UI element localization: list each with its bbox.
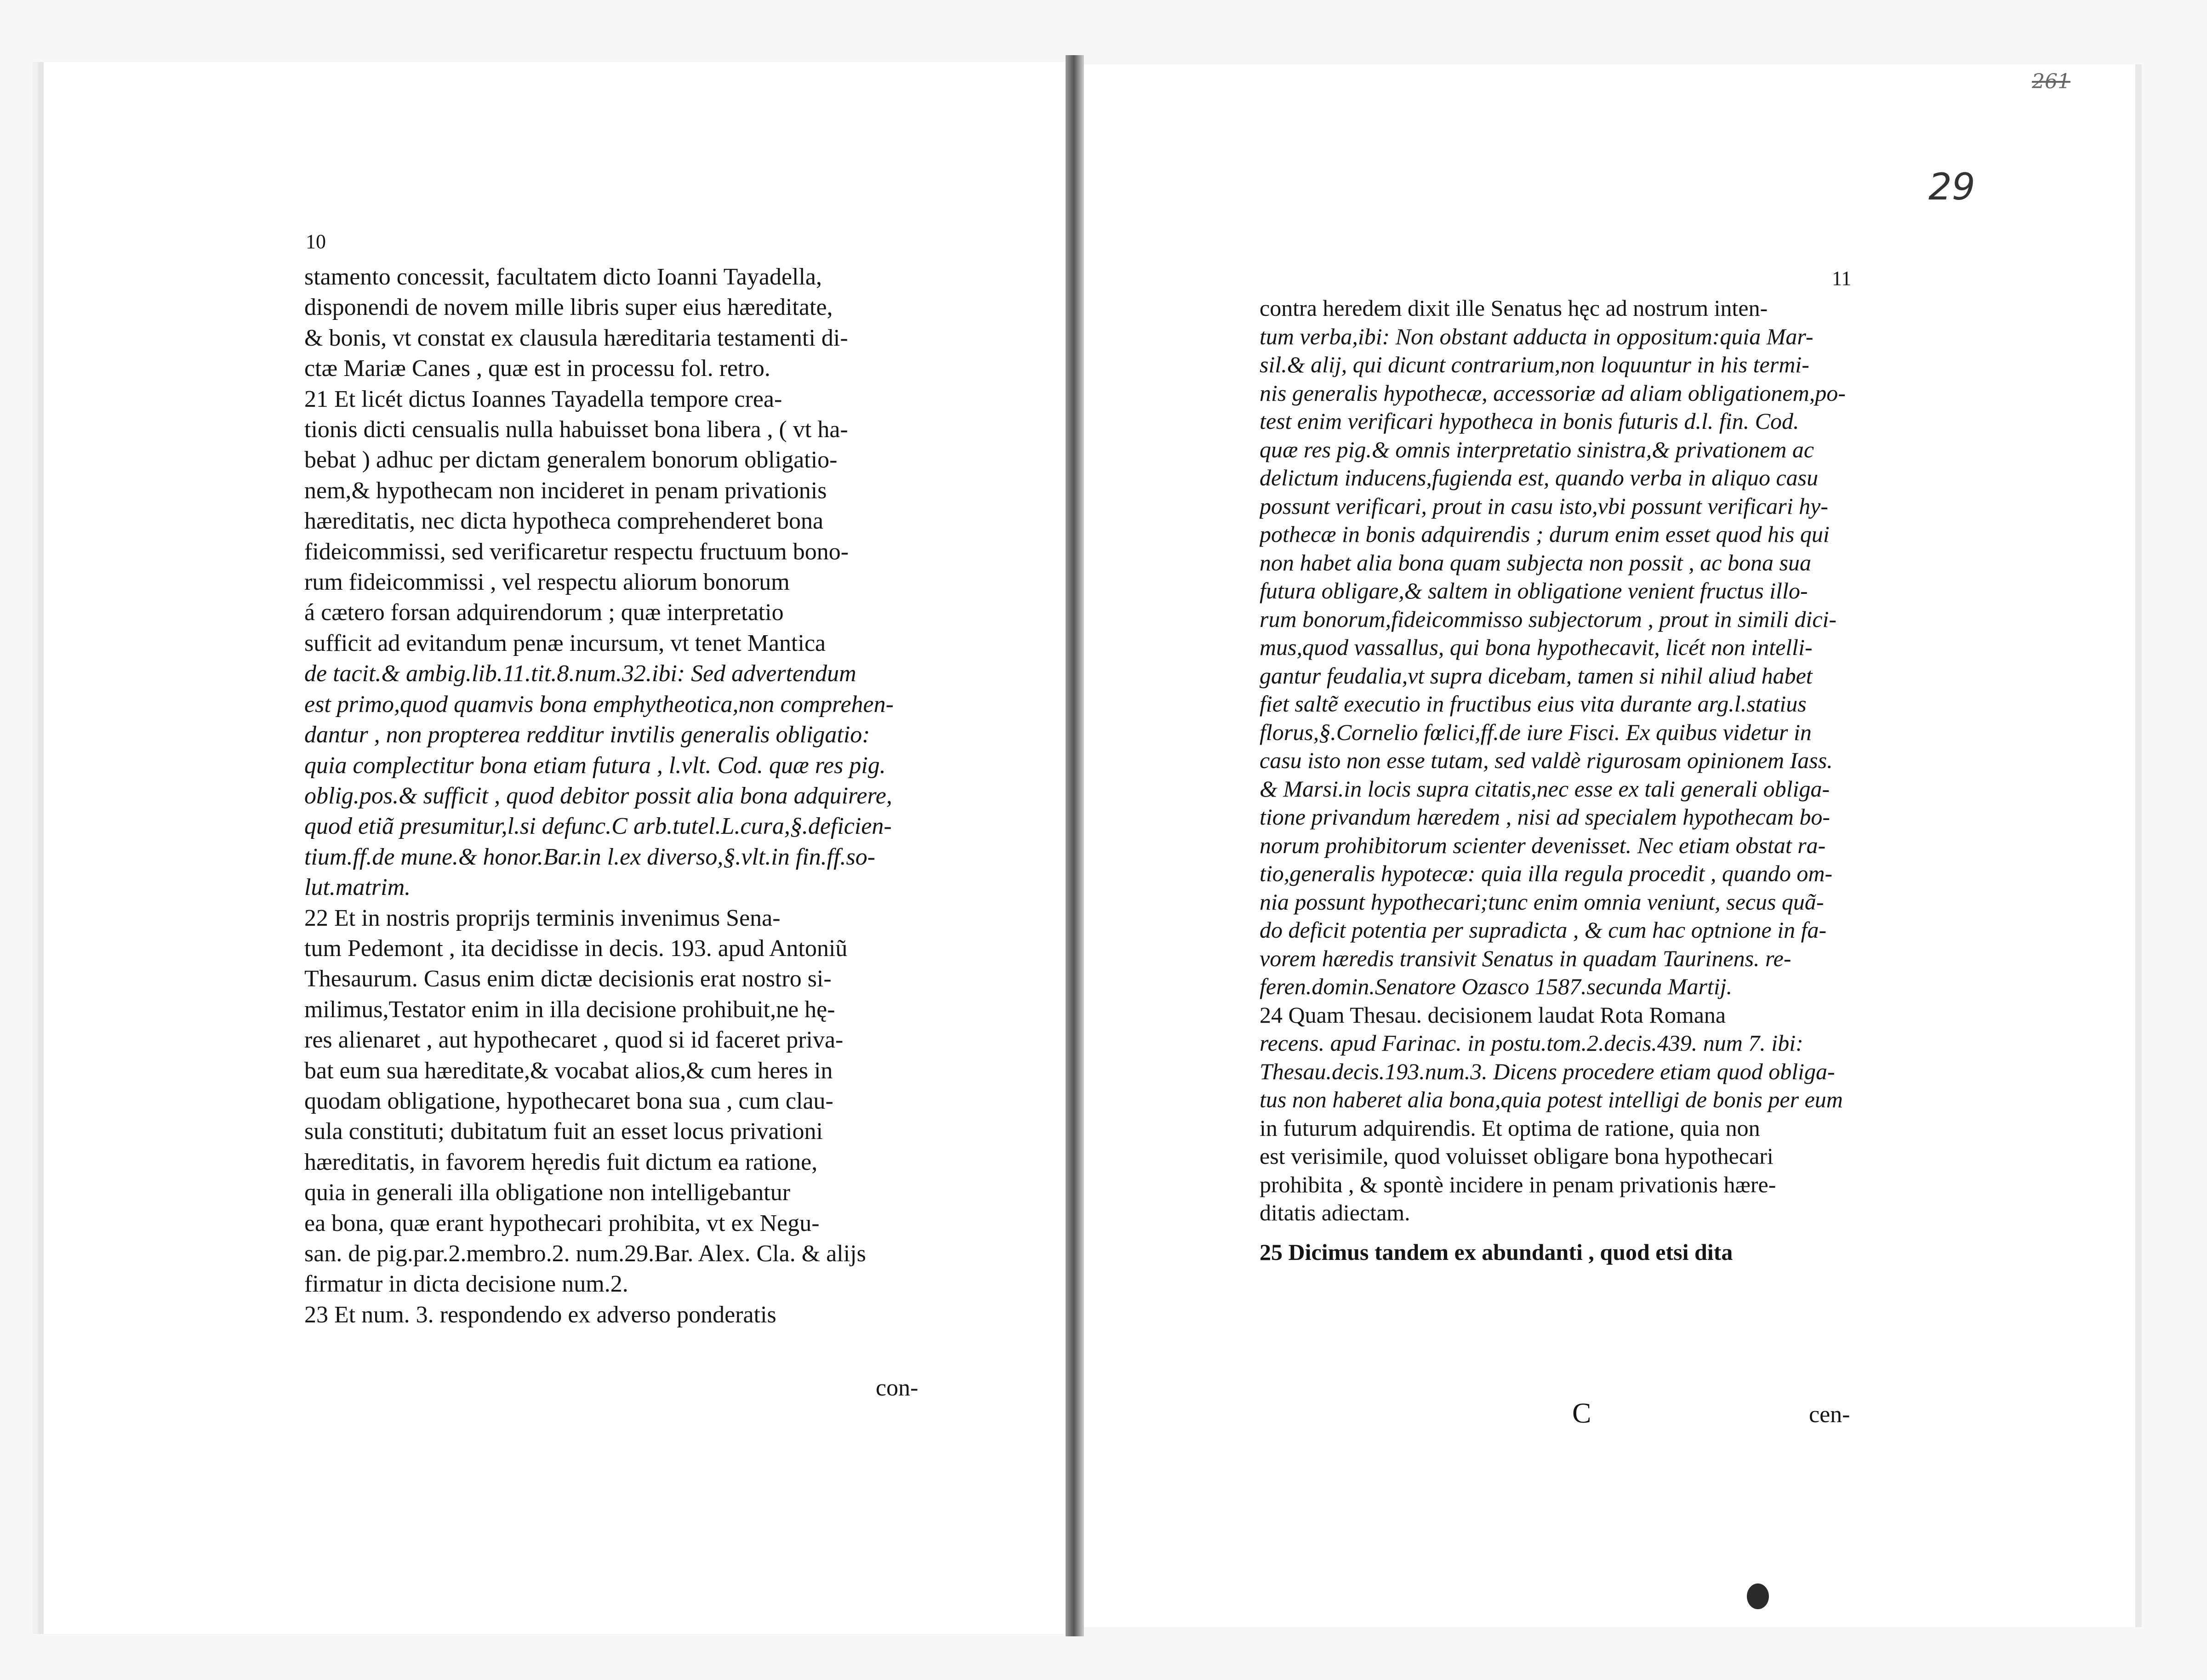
text-line: tionis dicti censualis nulla habuisset bona libera , ( vt ha- bbox=[304, 416, 848, 443]
left-catchword: con- bbox=[876, 1375, 918, 1401]
text-line: recens. apud Farinac. in postu.tom.2.decis.439. num 7. ibi: bbox=[1260, 1030, 1803, 1056]
text-line: sil.& alij, qui dicunt contrarium,non loquuntur in his termi- bbox=[1260, 352, 1809, 377]
text-line: ea bona, quæ erant hypothecari prohibita, vt ex Negu- bbox=[304, 1210, 820, 1236]
right-text-block bbox=[1260, 294, 1871, 1266]
text-line: mus,quod vassallus, qui bona hypothecavit, licét non intelli- bbox=[1260, 634, 1813, 660]
text-line: tio,generalis hypotecæ: quia illa regula procedit , quando om- bbox=[1260, 860, 1833, 886]
text-line: feren.domin.Senatore Ozasco 1587.secunda Martij. bbox=[1260, 974, 1733, 999]
text-line: 21 Et licét dictus Ioannes Tayadella tempore crea- bbox=[304, 386, 782, 412]
text-line: pothecæ in bonis adquirendis ; durum enim esset quod his qui bbox=[1260, 521, 1830, 547]
text-line: quia in generali illa obligatione non intelligebantur bbox=[304, 1179, 791, 1206]
text-line: firmatur in dicta decisione num.2. bbox=[304, 1271, 628, 1298]
text-line: do deficit potentia per supradicta , & cum hac optnione in fa- bbox=[1260, 917, 1827, 943]
text-line: test enim verificari hypotheca in bonis futuris d.l. fin. Cod. bbox=[1260, 408, 1799, 434]
text-line: contra heredem dixit ille Senatus hęc ad nostrum inten- bbox=[1260, 295, 1768, 321]
text-line: 23 Et num. 3. respondendo ex adverso ponderatis bbox=[304, 1301, 776, 1328]
text-line: tus non haberet alia bona,quia potest intelligi de bonis per eum bbox=[1260, 1087, 1843, 1112]
text-line: fideicommissi, sed verificaretur respectu fructuum bono- bbox=[304, 538, 849, 565]
signature-mark: C bbox=[1572, 1398, 1591, 1429]
text-line: fiet saltẽ executio in fructibus eius vita durante arg.l.statius bbox=[1260, 691, 1807, 717]
folio-handwritten: 29 bbox=[1928, 165, 1975, 208]
text-line: delictum inducens,fugienda est, quando verba in aliquo casu bbox=[1260, 465, 1819, 490]
text-line: milimus,Testator enim in illa decisione prohibuit,ne hę- bbox=[304, 996, 835, 1023]
text-line: bebat ) adhuc per dictam generalem bonorum obligatio- bbox=[304, 447, 838, 473]
text-line: est verisimile, quod voluisset obligare bona hypothecari bbox=[1260, 1143, 1774, 1169]
book-gutter bbox=[1066, 55, 1084, 1636]
text-line: quæ res pig.& omnis interpretatio sinistra,& privationem ac bbox=[1260, 436, 1814, 462]
text-line: quodam obligatione, hypothecaret bona sua , cum clau- bbox=[304, 1088, 833, 1114]
text-line: ctæ Mariæ Canes , quæ est in processu fol. retro. bbox=[304, 355, 770, 382]
text-line: & bonis, vt constat ex clausula hæreditaria testamenti di- bbox=[304, 325, 848, 351]
text-line: Thesau.decis.193.num.3. Dicens procedere etiam quod obliga- bbox=[1260, 1058, 1835, 1084]
right-page-number: 11 bbox=[1832, 267, 1852, 290]
text-line: lut.matrim. bbox=[304, 874, 411, 901]
text-line: tium.ff.de mune.& honor.Bar.in l.ex diverso,§.vlt.in fin.ff.so- bbox=[304, 843, 876, 870]
text-line: stamento concessit, facultatem dicto Ioanni Tayadella, bbox=[304, 264, 822, 290]
text-line: de tacit.& ambig.lib.11.tit.8.num.32.ibi: Sed advertendum bbox=[304, 661, 856, 687]
text-line: rum bonorum,fideicommisso subjectorum , prout in simili dici- bbox=[1260, 606, 1837, 632]
text-line: 24 Quam Thesau. decisionem laudat Rota Romana bbox=[1260, 1002, 1726, 1028]
text-line: possunt verificari, prout in casu isto,vbi possunt verificari hy- bbox=[1260, 493, 1828, 519]
text-line: in futurum adquirendis. Et optima de ratione, quia non bbox=[1260, 1115, 1760, 1141]
text-line: ditatis adiectam. bbox=[1260, 1200, 1410, 1225]
text-line: gantur feudalia,vt supra dicebam, tamen si nihil aliud habet bbox=[1260, 662, 1813, 689]
text-line: rum fideicommissi , vel respectu aliorum bonorum bbox=[304, 569, 790, 596]
right-catchword: cen- bbox=[1809, 1401, 1850, 1428]
text-line: est primo,quod quamvis bona emphytheotica,non comprehen- bbox=[304, 691, 894, 718]
text-line: nem,& hypothecam non incideret in penam privationis bbox=[304, 477, 827, 504]
binding-hole bbox=[1747, 1583, 1769, 1609]
text-line: sula constituti; dubitatum fuit an esset locus privationi bbox=[304, 1118, 823, 1145]
text-line: san. de pig.par.2.membro.2. num.29.Bar. Alex. Cla. & alijs bbox=[304, 1241, 866, 1267]
text-line: hæreditatis, nec dicta hypotheca comprehenderet bona bbox=[304, 508, 824, 535]
text-line: nis generalis hypothecæ, accessoriæ ad aliam obligationem,po- bbox=[1260, 380, 1846, 406]
left-page-number: 10 bbox=[306, 230, 326, 253]
text-line: nia possunt hypothecari;tunc enim omnia veniunt, secus quã- bbox=[1260, 888, 1824, 915]
text-line: quia complectitur bona etiam futura , l.vlt. Cod. quæ res pig. bbox=[304, 752, 886, 779]
text-line: oblig.pos.& sufficit , quod debitor possit alia bona adquirere, bbox=[304, 782, 892, 809]
text-line: á cætero forsan adquirendorum ; quæ interpretatio bbox=[304, 599, 784, 626]
text-line: Thesaurum. Casus enim dictæ decisionis erat nostro si- bbox=[304, 966, 832, 992]
text-line: hæreditatis, in favorem hęredis fuit dictum ea ratione, bbox=[304, 1149, 818, 1175]
text-line: tum verba,ibi: Non obstant adducta in oppositum:quia Mar- bbox=[1260, 323, 1814, 349]
text-line: futura obligare,& saltem in obligatione venient fructus illo- bbox=[1260, 578, 1808, 604]
text-line: tione privandum hæredem , nisi ad specialem hypothecam bo- bbox=[1260, 804, 1830, 830]
text-line: & Marsi.in locis supra citatis,nec esse ex tali generali obliga- bbox=[1260, 775, 1830, 802]
folio-struck: 261 bbox=[2032, 70, 2070, 93]
text-line: norum prohibitorum scienter devenisset. Nec etiam obstat ra- bbox=[1260, 832, 1826, 858]
text-line: non habet alia bona quam subjecta non possit , ac bona sua bbox=[1260, 549, 1811, 575]
text-line: vorem hæredis transivit Senatus in quadam Taurinens. re- bbox=[1260, 945, 1791, 971]
text-line: res alienaret , aut hypothecaret , quod si id faceret priva- bbox=[304, 1027, 844, 1054]
text-line: sufficit ad evitandum penæ incursum, vt tenet Mantica bbox=[304, 630, 826, 656]
text-line: quod etiã presumitur,l.si defunc.C arb.tutel.L.cura,§.deficien- bbox=[304, 813, 892, 840]
text-line: florus,§.Cornelio fœlici,ff.de iure Fisci. Ex quibus videtur in bbox=[1260, 719, 1812, 745]
text-line: dantur , non propterea redditur invtilis generalis obligatio: bbox=[304, 722, 870, 748]
left-text-block bbox=[304, 262, 911, 1330]
text-line: casu isto non esse tutam, sed valdè rigurosam opinionem Iass. bbox=[1260, 747, 1833, 773]
text-line: 25 Dicimus tandem ex abundanti , quod etsi dita bbox=[1260, 1239, 1733, 1265]
text-line: prohibita , & spontè incidere in penam privationis hære- bbox=[1260, 1171, 1776, 1197]
text-line: tum Pedemont , ita decidisse in decis. 193. apud Antoniũ bbox=[304, 935, 848, 962]
text-line: disponendi de novem mille libris super eius hæreditate, bbox=[304, 294, 833, 321]
text-line: bat eum sua hæreditate,& vocabat alios,& cum heres in bbox=[304, 1057, 833, 1084]
text-line: 22 Et in nostris proprijs terminis invenimus Sena- bbox=[304, 905, 781, 931]
